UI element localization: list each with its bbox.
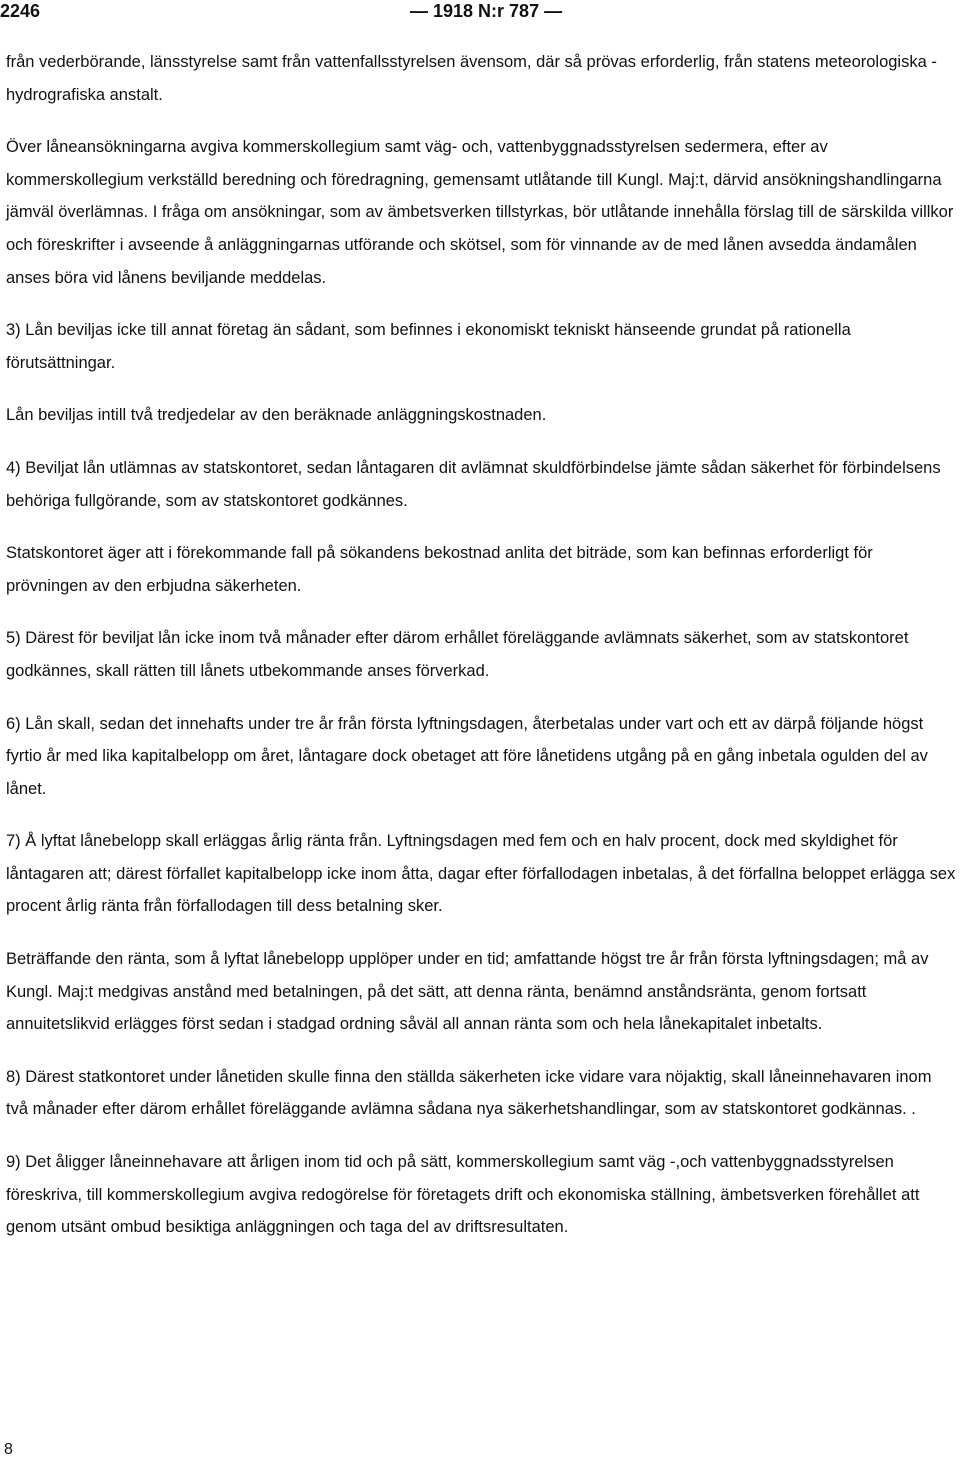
- paragraph-statskontoret-assistance: Statskontoret äger att i förekommande fall på sökandens bekostnad anlita det biträde, som kan befinnas erforderligt för prövningen av den erbjudna säkerheten.: [6, 544, 873, 595]
- paragraph-loan-limit: Lån beviljas intill två tredjedelar av den beräknade anläggningskostnaden.: [6, 406, 547, 425]
- document-body: [6, 46, 956, 1264]
- paragraph-section-7: 7) Å lyftat lånebelopp skall erläggas årlig ränta från. Lyftningsdagen med fem och en halv procent, dock med skyldighet för låntagaren att; därest förfallet kapitalbelopp icke inom åtta, dagar efter förfallodagen inbetalas, å det förfallna beloppet erlägga sex procent årlig ränta från förfallodagen till dess betalning sker.: [6, 832, 956, 916]
- paragraph-section-5: 5) Därest för beviljat lån icke inom två månader efter därom erhållet föreläggande avlämnats säkerhet, som av statskontoret godkännes, skall rätten till lånets utbekommande anses förverkad.: [6, 629, 909, 680]
- paragraph-interest-deferral: Beträffande den ränta, som å lyftat lånebelopp upplöper under en tid; amfattande högst tre år från första lyftningsdagen; må av Kungl. Maj:t medgivas anstånd med betalningen, på det sätt, att denna ränta, benämnd anståndsränta, genom fortsatt annuitetslikvid erlägges först sedan i stadgad ordning såväl all annan ränta som och hela lånekapitalet inbetalts.: [6, 950, 929, 1034]
- footer-page-number: 8: [4, 1441, 13, 1458]
- paragraph-section-9: 9) Det åligger låneinnehavare att årligen inom tid och på sätt, kommerskollegium samt väg -,och vattenbyggnadsstyrelsen föreskriva, till kommerskollegium avgiva redogörelse för företagets drift och ekonomiska ställning, ämbetsverken förehållet att genom utsänt ombud besiktiga anläggningen och taga del av driftsresultaten.: [6, 1153, 920, 1237]
- paragraph-loan-application-review: Över låneansökningarna avgiva kommerskollegium samt väg- och, vattenbyggnadsstyrelsen sedermera, efter av kommerskollegium verkställd beredning och föredragning, gemensamt utlåtande till Kungl. Maj:t, därvid ansökningshandlingarna jämväl överlämnas. I fråga om ansökningar, som av ämbetsverken tillstyrkas, bör utlåtande innehålla förslag till de särskilda villkor och föreskrifter i avseende å anläggningarnas utförande och skötsel, som för vinnande av de med lånen avsedda ändamålen anses böra vid lånens beviljande meddelas.: [6, 138, 954, 287]
- page-number: 2246: [0, 1, 41, 21]
- paragraph-section-3: 3) Lån beviljas icke till annat företag än sådant, som befinnes i ekonomiskt tekniskt hänseende grundat på rationella förutsättningar.: [6, 321, 851, 372]
- page-header: [0, 0, 960, 26]
- paragraph-intro-continuation: från vederbörande, länsstyrelse samt från vattenfallsstyrelsen ävensom, där så prövas erforderlig, från statens meteorologiska - hydrografiska anstalt.: [6, 53, 937, 104]
- paragraph-section-4: 4) Beviljat lån utlämnas av statskontoret, sedan låntagaren dit avlämnat skuldförbindelse jämte sådan säkerhet för förbindelsens behöriga fullgörande, som av statskontoret godkännes.: [6, 458, 941, 510]
- sfs-reference: — 1918 N:r 787 —: [410, 1, 563, 21]
- paragraph-section-8: 8) Därest statkontoret under lånetiden skulle finna den ställda säkerheten icke vidare vara nöjaktig, skall låneinnehavaren inom två månader efter därom erhållet föreläggande avlämna sådana nya säkerhetshandlingar, som av statskontoret godkännas. .: [6, 1067, 932, 1119]
- paragraph-section-6: 6) Lån skall, sedan det innehafts under tre år från första lyftningsdagen, återbetalas under vart och ett av därpå följande högst fyrtio år med lika kapitalbelopp om året, låntagare dock obetaget att före lånetidens utgång på en gång inbetala ogulden del av lånet.: [6, 714, 928, 798]
